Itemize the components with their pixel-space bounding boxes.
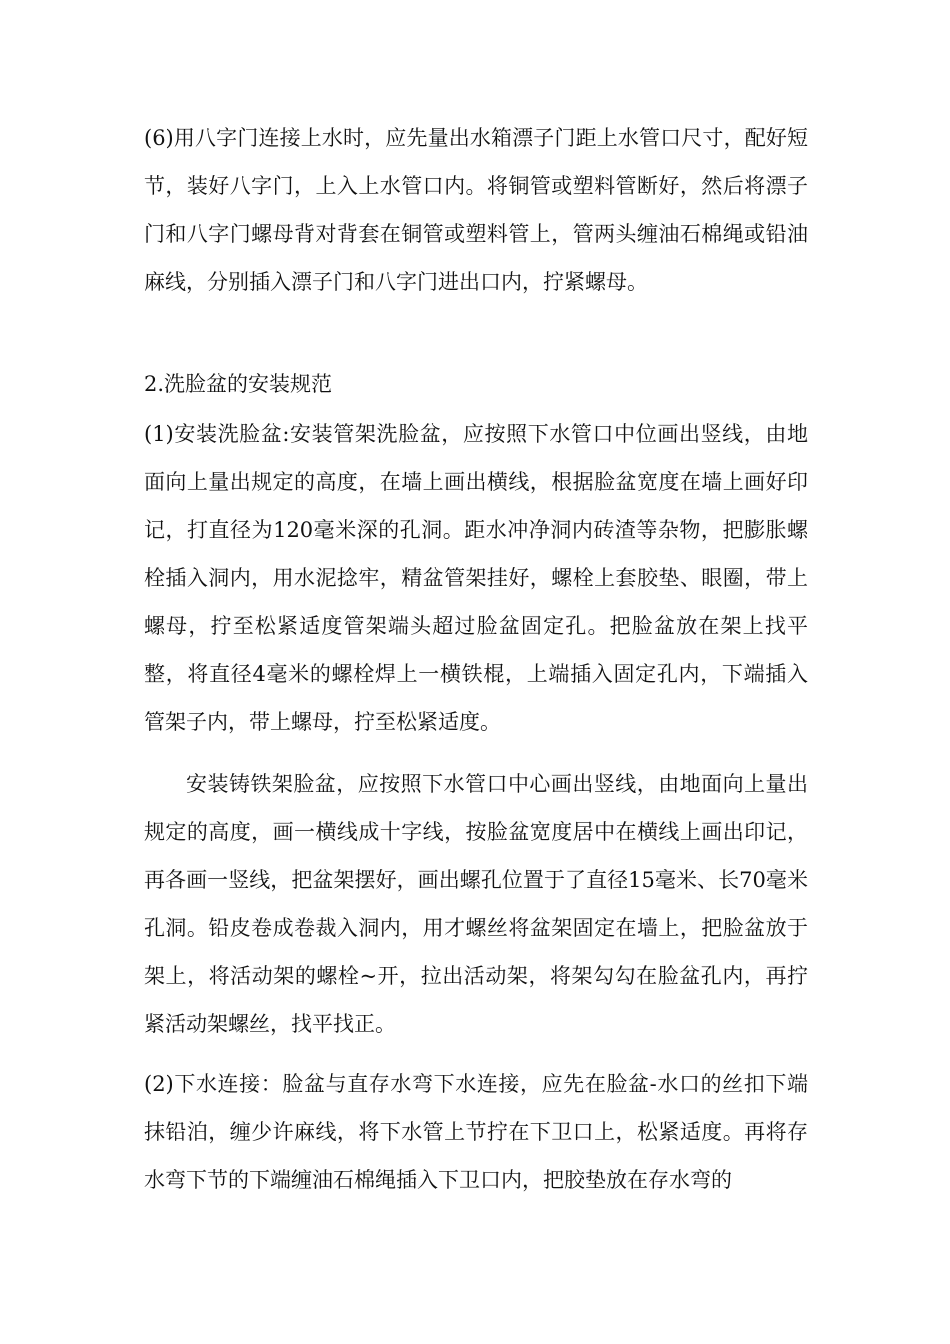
paragraph-cast-iron-frame <box>144 760 808 1048</box>
paragraph-text: (6)用八字门连接上水时，应先量出水箱漂子门距上水管口尺寸，配好短节，装好八字门，上入上水管口内。将铜管或塑料管断好，然后将漂子门和八字门螺母背对背套在铜管或塑料管上，管两头缠油石棉绳或铅油麻线，分别插入漂子门和八字门进出口内，拧紧螺母。 <box>144 126 808 294</box>
paragraph-drain-connection <box>144 1060 808 1204</box>
paragraph-text: (1)安装洗脸盆:安装管架洗脸盆，应按照下水管口中位画出竖线，由地面向上量出规定的高度，在墙上画出横线，根据脸盆宽度在墙上画好印记，打直径为120毫米深的孔洞。距水冲净洞内砖渣等杂物，把膨胀螺栓插入洞内，用水泥捻牢，精盆管架挂好，螺栓上套胶垫、眼圈，带上螺母，拧至松紧适度管架端头超过脸盆固定孔。把脸盆放在架上找平整，将直径4毫米的螺栓焊上一横铁棍，上端插入固定孔内，下端插入管架子内，带上螺母，拧至松紧适度。 <box>144 422 808 734</box>
section-heading: 2.洗脸盆的安装规范 <box>144 372 333 396</box>
paragraph-upper-water-connection <box>144 114 808 306</box>
paragraph-text: (2)下水连接：脸盆与直存水弯下水连接，应先在脸盆-水口的丝扣下端抹铅泊，缠少许麻线，将下水管上节拧在下卫口上，松紧适度。再将存水弯下节的下端缠油石棉绳插入下卫口内，把胶垫放在存水弯的 <box>144 1072 808 1192</box>
section-heading-washbasin <box>144 360 808 408</box>
paragraph-install-washbasin <box>144 410 808 746</box>
paragraph-text: 安装铸铁架脸盆，应按照下水管口中心画出竖线，由地面向上量出规定的高度，画一横线成十字线，按脸盆宽度居中在横线上画出印记，再各画一竖线，把盆架摆好，画出螺孔位置于了直径15毫米、长70毫米孔洞。铅皮卷成卷裁入洞内，用才螺丝将盆架固定在墙上，把脸盆放于架上，将活动架的螺栓~开，拉出活动架，将架勾勾在脸盆孔内，再拧紧活动架螺丝，找平找正。 <box>144 772 808 1036</box>
